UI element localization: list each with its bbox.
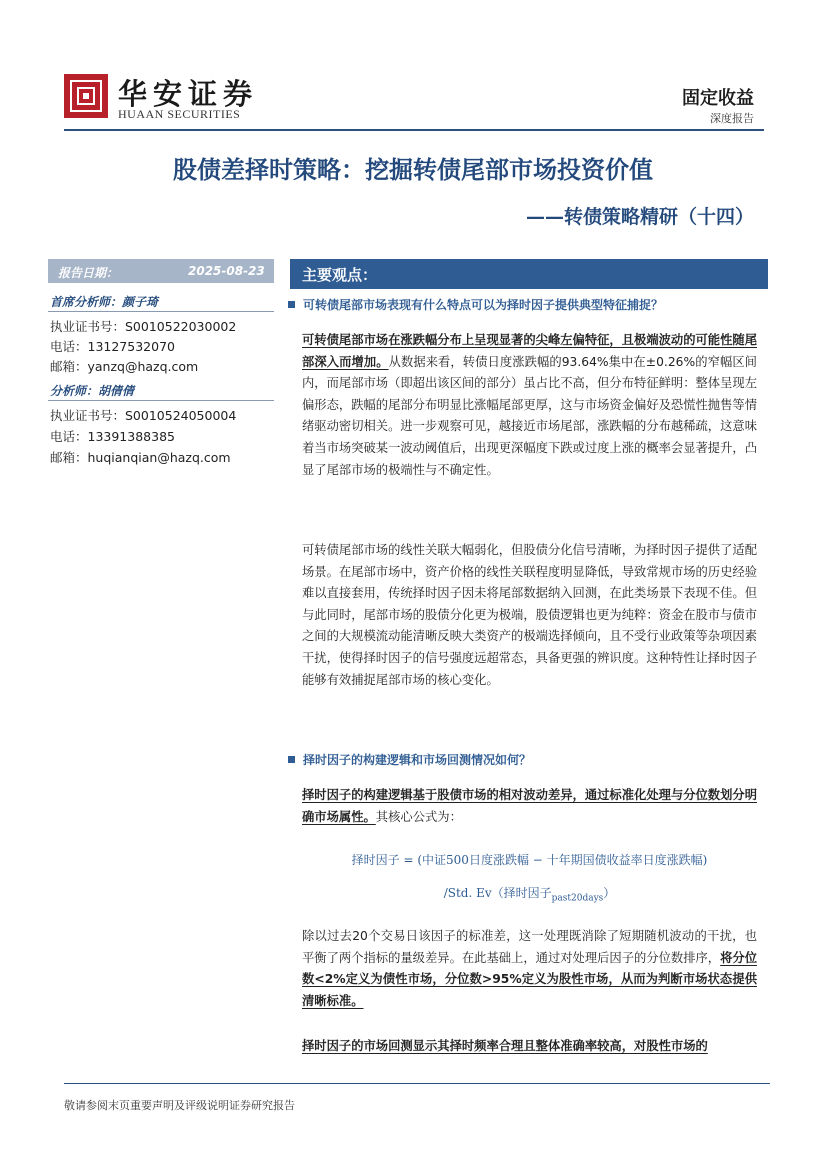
paragraph-5 bbox=[302, 1036, 757, 1058]
sidebar-divider bbox=[48, 400, 274, 401]
report-type: 深度报告 bbox=[710, 112, 754, 125]
formula-prefix: /Std. Ev（择时因子 bbox=[443, 886, 552, 900]
logo-chinese: 华安证券 bbox=[118, 77, 259, 111]
paragraph-3 bbox=[302, 785, 757, 828]
question-2-text: 择时因子的构建逻辑和市场回测情况如何？ bbox=[303, 753, 532, 767]
report-title: 股债差择时策略：挖掘转债尾部市场投资价值 bbox=[173, 155, 653, 184]
paragraph-3-body: 其核心公式为： bbox=[375, 809, 462, 824]
bullet-icon bbox=[288, 756, 295, 763]
paragraph-1-body: 从数据来看，转债日度涨跌幅的93.64%集中在±0.26%的窄幅区间内，而尾部市场（即超出该区间的部分）虽占比不高，但分布特征鲜明：整体呈现左偏形态，跌幅的尾部分布明显比涨幅尾部更厚，这与市场资金偏好及恐慌性抛售等情绪驱动密切相关。进一步观察可见，越接近市场尾部，涨跌幅的分布越稀疏，这意味着当市场突破某一波动阈值后，出现更深幅度下跌或过度上涨的概率会显著提升，凸显了尾部市场的极端性与不确定性。 bbox=[302, 354, 757, 477]
paragraph-1 bbox=[302, 330, 757, 481]
bullet-icon bbox=[288, 301, 295, 308]
paragraph-4-body: 除以过去20个交易日该因子的标准差，这一处理既消除了短期随机波动的干扰，也平衡了两个指标的量级差异。在此基础上，通过对处理后因子的分位数排序， bbox=[302, 929, 757, 965]
chief-phone: 电话：13127532070 bbox=[50, 339, 175, 354]
question-1 bbox=[288, 296, 663, 313]
footer-divider bbox=[64, 1083, 770, 1084]
logo-mark bbox=[64, 74, 108, 118]
logo-english: HUAAN SECURITIES bbox=[118, 107, 241, 121]
chief-email[interactable]: 邮箱：yanzq@hazq.com bbox=[50, 359, 199, 374]
question-1-text: 可转债尾部市场表现有什么特点可以为择时因子提供典型特征捕捉？ bbox=[303, 298, 664, 312]
section-title: 主要观点： bbox=[302, 266, 378, 284]
date-value: 2025-08-23 bbox=[188, 264, 265, 278]
report-category: 固定收益 bbox=[682, 88, 754, 109]
date-label: 报告日期： bbox=[58, 266, 119, 280]
formula-line-1: 择时因子 = (中证500日度涨跌幅 − 十年期国债收益率日度涨跌幅) bbox=[351, 853, 708, 867]
paragraph-4-highlight: 将分位数<2%定义为债性市场，分位数>95%定义为股性市场，从而为判断市场状态提供清晰标准。 bbox=[302, 950, 758, 1008]
chief-cert: 执业证书号：S0010522030002 bbox=[50, 319, 237, 334]
chief-analyst-heading: 首席分析师：颜子琦 bbox=[50, 295, 159, 309]
paragraph-4 bbox=[302, 926, 757, 1012]
paragraph-2: 可转债尾部市场的线性关联大幅弱化，但股债分化信号清晰，为择时因子提供了适配场景。在尾部市场中，资产价格的线性关联程度明显降低，导致常规市场的历史经验难以直接套用，传统择时因子因未将尾部数据纳入回测，在此类场景下表现不佳。但与此同时，尾部市场的股债分化更为极端，股债逻辑也更为纯粹：资金在股市与债市之间的大规模流动能清晰反映大类资产的极端选择倾向，且不受行业政策等杂项因素干扰，使得择时因子的信号强度远超常态，具备更强的辨识度。这种特性让择时因子能够有效捕捉尾部市场的核心变化。 bbox=[302, 543, 757, 687]
formula-subscript: past20days bbox=[551, 893, 604, 904]
paragraph-1-highlight: 可转债尾部市场在涨跌幅分布上呈现显著的尖峰左偏特征，且极端波动的可能性随尾部深入而增加。 bbox=[302, 333, 757, 369]
sidebar-divider bbox=[48, 311, 274, 312]
header-divider bbox=[64, 129, 764, 131]
analyst-cert: 执业证书号：S0010524050004 bbox=[50, 408, 237, 423]
analyst-phone: 电话：13391388385 bbox=[50, 429, 175, 444]
paragraph-5-highlight: 择时因子的市场回测显示其择时频率合理且整体准确率较高，对股性市场的 bbox=[302, 1039, 708, 1053]
formula-line-2 bbox=[302, 884, 757, 903]
question-2 bbox=[288, 751, 531, 768]
formula-suffix: ） bbox=[603, 886, 616, 900]
footer-disclaimer: 敬请参阅末页重要声明及评级说明证券研究报告 bbox=[64, 1099, 295, 1112]
paragraph-3-highlight: 择时因子的构建逻辑基于股债市场的相对波动差异，通过标准化处理与分位数划分明确市场属性。 bbox=[302, 788, 757, 824]
analyst-heading: 分析师：胡倩倩 bbox=[50, 384, 135, 398]
report-subtitle: ——转债策略精研（十四） bbox=[525, 206, 754, 228]
analyst-email[interactable]: 邮箱：huqianqian@hazq.com bbox=[50, 450, 231, 465]
